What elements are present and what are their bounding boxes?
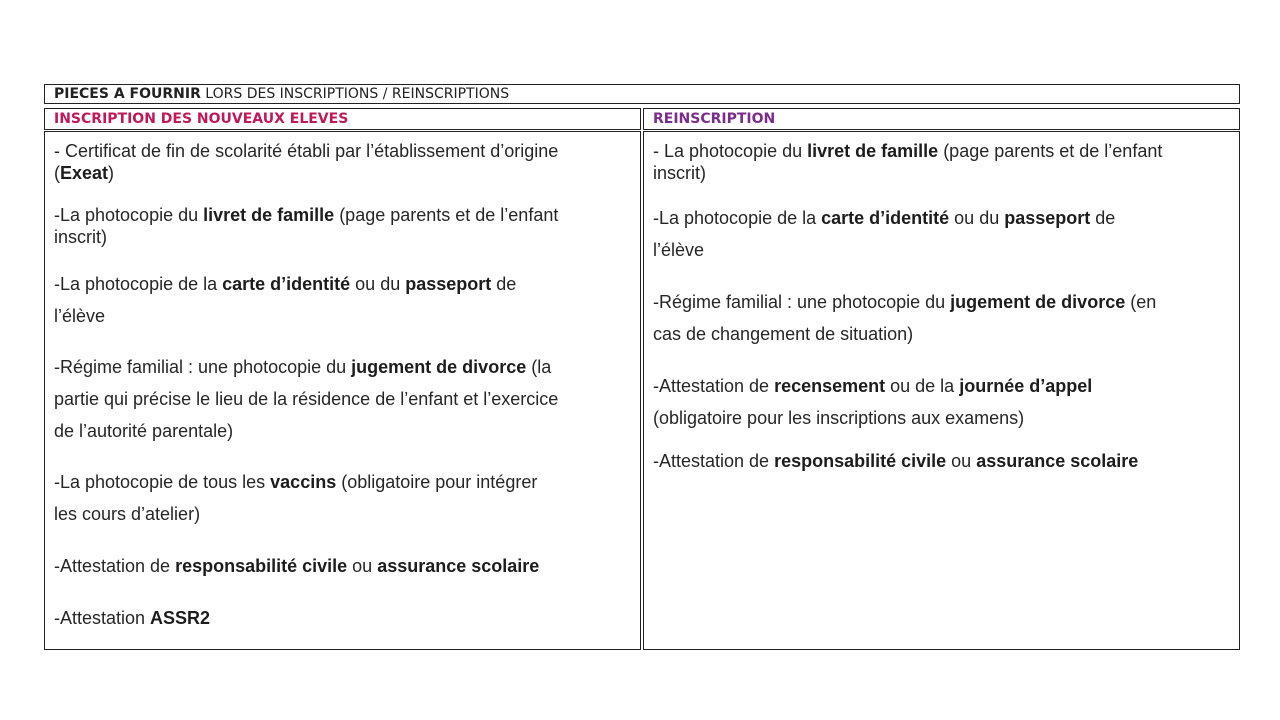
line: -Attestation de responsabilité civile ou assurance scolaire <box>653 451 1139 471</box>
line: l’élève <box>54 306 106 326</box>
line: -Attestation ASSR2 <box>54 608 211 628</box>
left-item-identite <box>54 268 634 332</box>
right-item-identite <box>653 202 1233 266</box>
left-item-vaccins <box>54 466 634 530</box>
right-item-divorce <box>653 286 1233 350</box>
left-item-exeat <box>54 140 634 184</box>
right-column <box>643 131 1240 650</box>
left-column <box>44 131 641 650</box>
line: -La photocopie de la carte d’identité ou du passeport de <box>54 274 517 294</box>
line: l’élève <box>653 240 705 260</box>
line: - La photocopie du livret de famille (page parents et de l’enfant <box>653 141 1163 161</box>
line: -Attestation de recensement ou de la journée d’appel <box>653 376 1093 396</box>
line: inscrit) <box>653 163 706 183</box>
line: inscrit) <box>54 227 107 247</box>
right-column-header: REINSCRIPTION <box>643 108 1240 130</box>
line: -La photocopie du livret de famille (page parents et de l’enfant <box>54 205 559 225</box>
line: (obligatoire pour les inscriptions aux examens) <box>653 408 1025 428</box>
line: les cours d’atelier) <box>54 504 201 524</box>
line: (Exeat) <box>54 163 115 183</box>
line: -Régime familial : une photocopie du jugement de divorce (la <box>54 357 552 377</box>
title-rest: LORS DES INSCRIPTIONS / REINSCRIPTIONS <box>200 86 510 102</box>
left-item-livret <box>54 204 634 248</box>
title-bold: PIECES A FOURNIR <box>54 86 201 102</box>
left-item-assr2 <box>54 602 634 634</box>
right-item-recensement <box>653 370 1233 434</box>
line: -Régime familial : une photocopie du jugement de divorce (en <box>653 292 1157 312</box>
left-item-divorce <box>54 351 634 447</box>
line: -La photocopie de la carte d’identité ou du passeport de <box>653 208 1116 228</box>
line: -La photocopie de tous les vaccins (obligatoire pour intégrer <box>54 472 538 492</box>
right-item-responsabilite <box>653 445 1233 477</box>
document-title <box>44 84 1240 104</box>
line: partie qui précise le lieu de la résidence de l’enfant et l’exercice <box>54 389 559 409</box>
right-item-livret <box>653 140 1233 184</box>
line: cas de changement de situation) <box>653 324 914 344</box>
line: -Attestation de responsabilité civile ou assurance scolaire <box>54 556 540 576</box>
line: - Certificat de fin de scolarité établi par l’établissement d’origine <box>54 141 559 161</box>
left-item-responsabilite <box>54 550 634 582</box>
line: de l’autorité parentale) <box>54 421 234 441</box>
left-column-header: INSCRIPTION DES NOUVEAUX ELEVES <box>44 108 641 130</box>
